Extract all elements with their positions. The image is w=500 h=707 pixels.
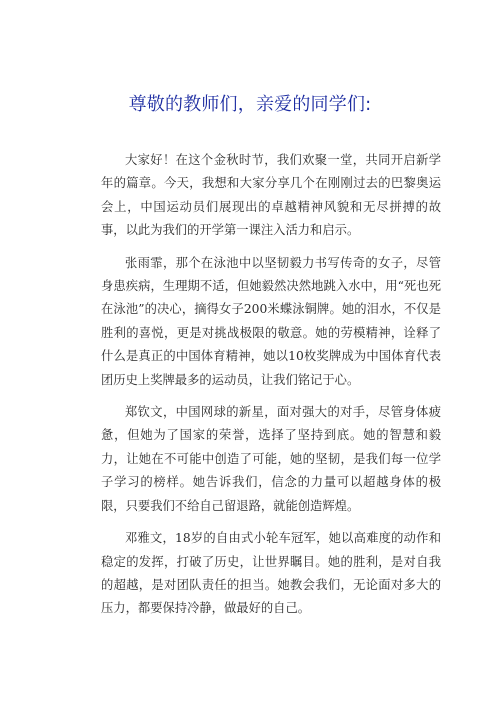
paragraph-3: 郑钦文，中国网球的新星，面对强大的对手，尽管身体疲惫，但她为了国家的荣誉，选择了坚持到底。她的智慧和毅力，让她在不可能中创造了可能，她的坚韧，是我们每一位学子学习的榜样。她告诉我们，信念的力量可以超越身体的极限，只要我们不给自己留退路，就能创造辉煌。 — [101, 405, 441, 513]
page-title: 尊敬的教师们，亲爱的同学们: — [128, 94, 372, 115]
paragraph-2: 张雨霏，那个在泳池中以坚韧毅力书写传奇的女子，尽管身患疾病，生理期不适，但她毅然决然地跳入水中，用“死也死在泳池”的决心，摘得女子200米蝶泳铜牌。她的泪水，不仅是胜利的喜悦，更是对挑战极限的敬意。她的劳模精神，诠释了什么是真正的中国体育精神，她以10枚奖牌成为中国体育代表团历史上奖牌最多的运动员，让我们铭记于心。 — [101, 255, 441, 387]
paragraph-4: 邓雅文，18岁的自由式小轮车冠军，她以高难度的动作和稳定的发挥，打破了历史，让世界瞩目。她的胜利，是对自我的超越，是对团队责任的担当。她教会我们，无论面对多大的压力，都要保持冷静，做最好的自己。 — [101, 531, 441, 616]
document-body — [101, 149, 441, 630]
paragraph-1: 大家好！在这个金秋时节，我们欢聚一堂，共同开启新学年的篇章。今天，我想和大家分享几个在刚刚过去的巴黎奥运会上，中国运动员们展现出的卓越精神风貌和无尽拼搏的故事，以此为我们的开学第一课注入活力和启示。 — [101, 153, 441, 238]
